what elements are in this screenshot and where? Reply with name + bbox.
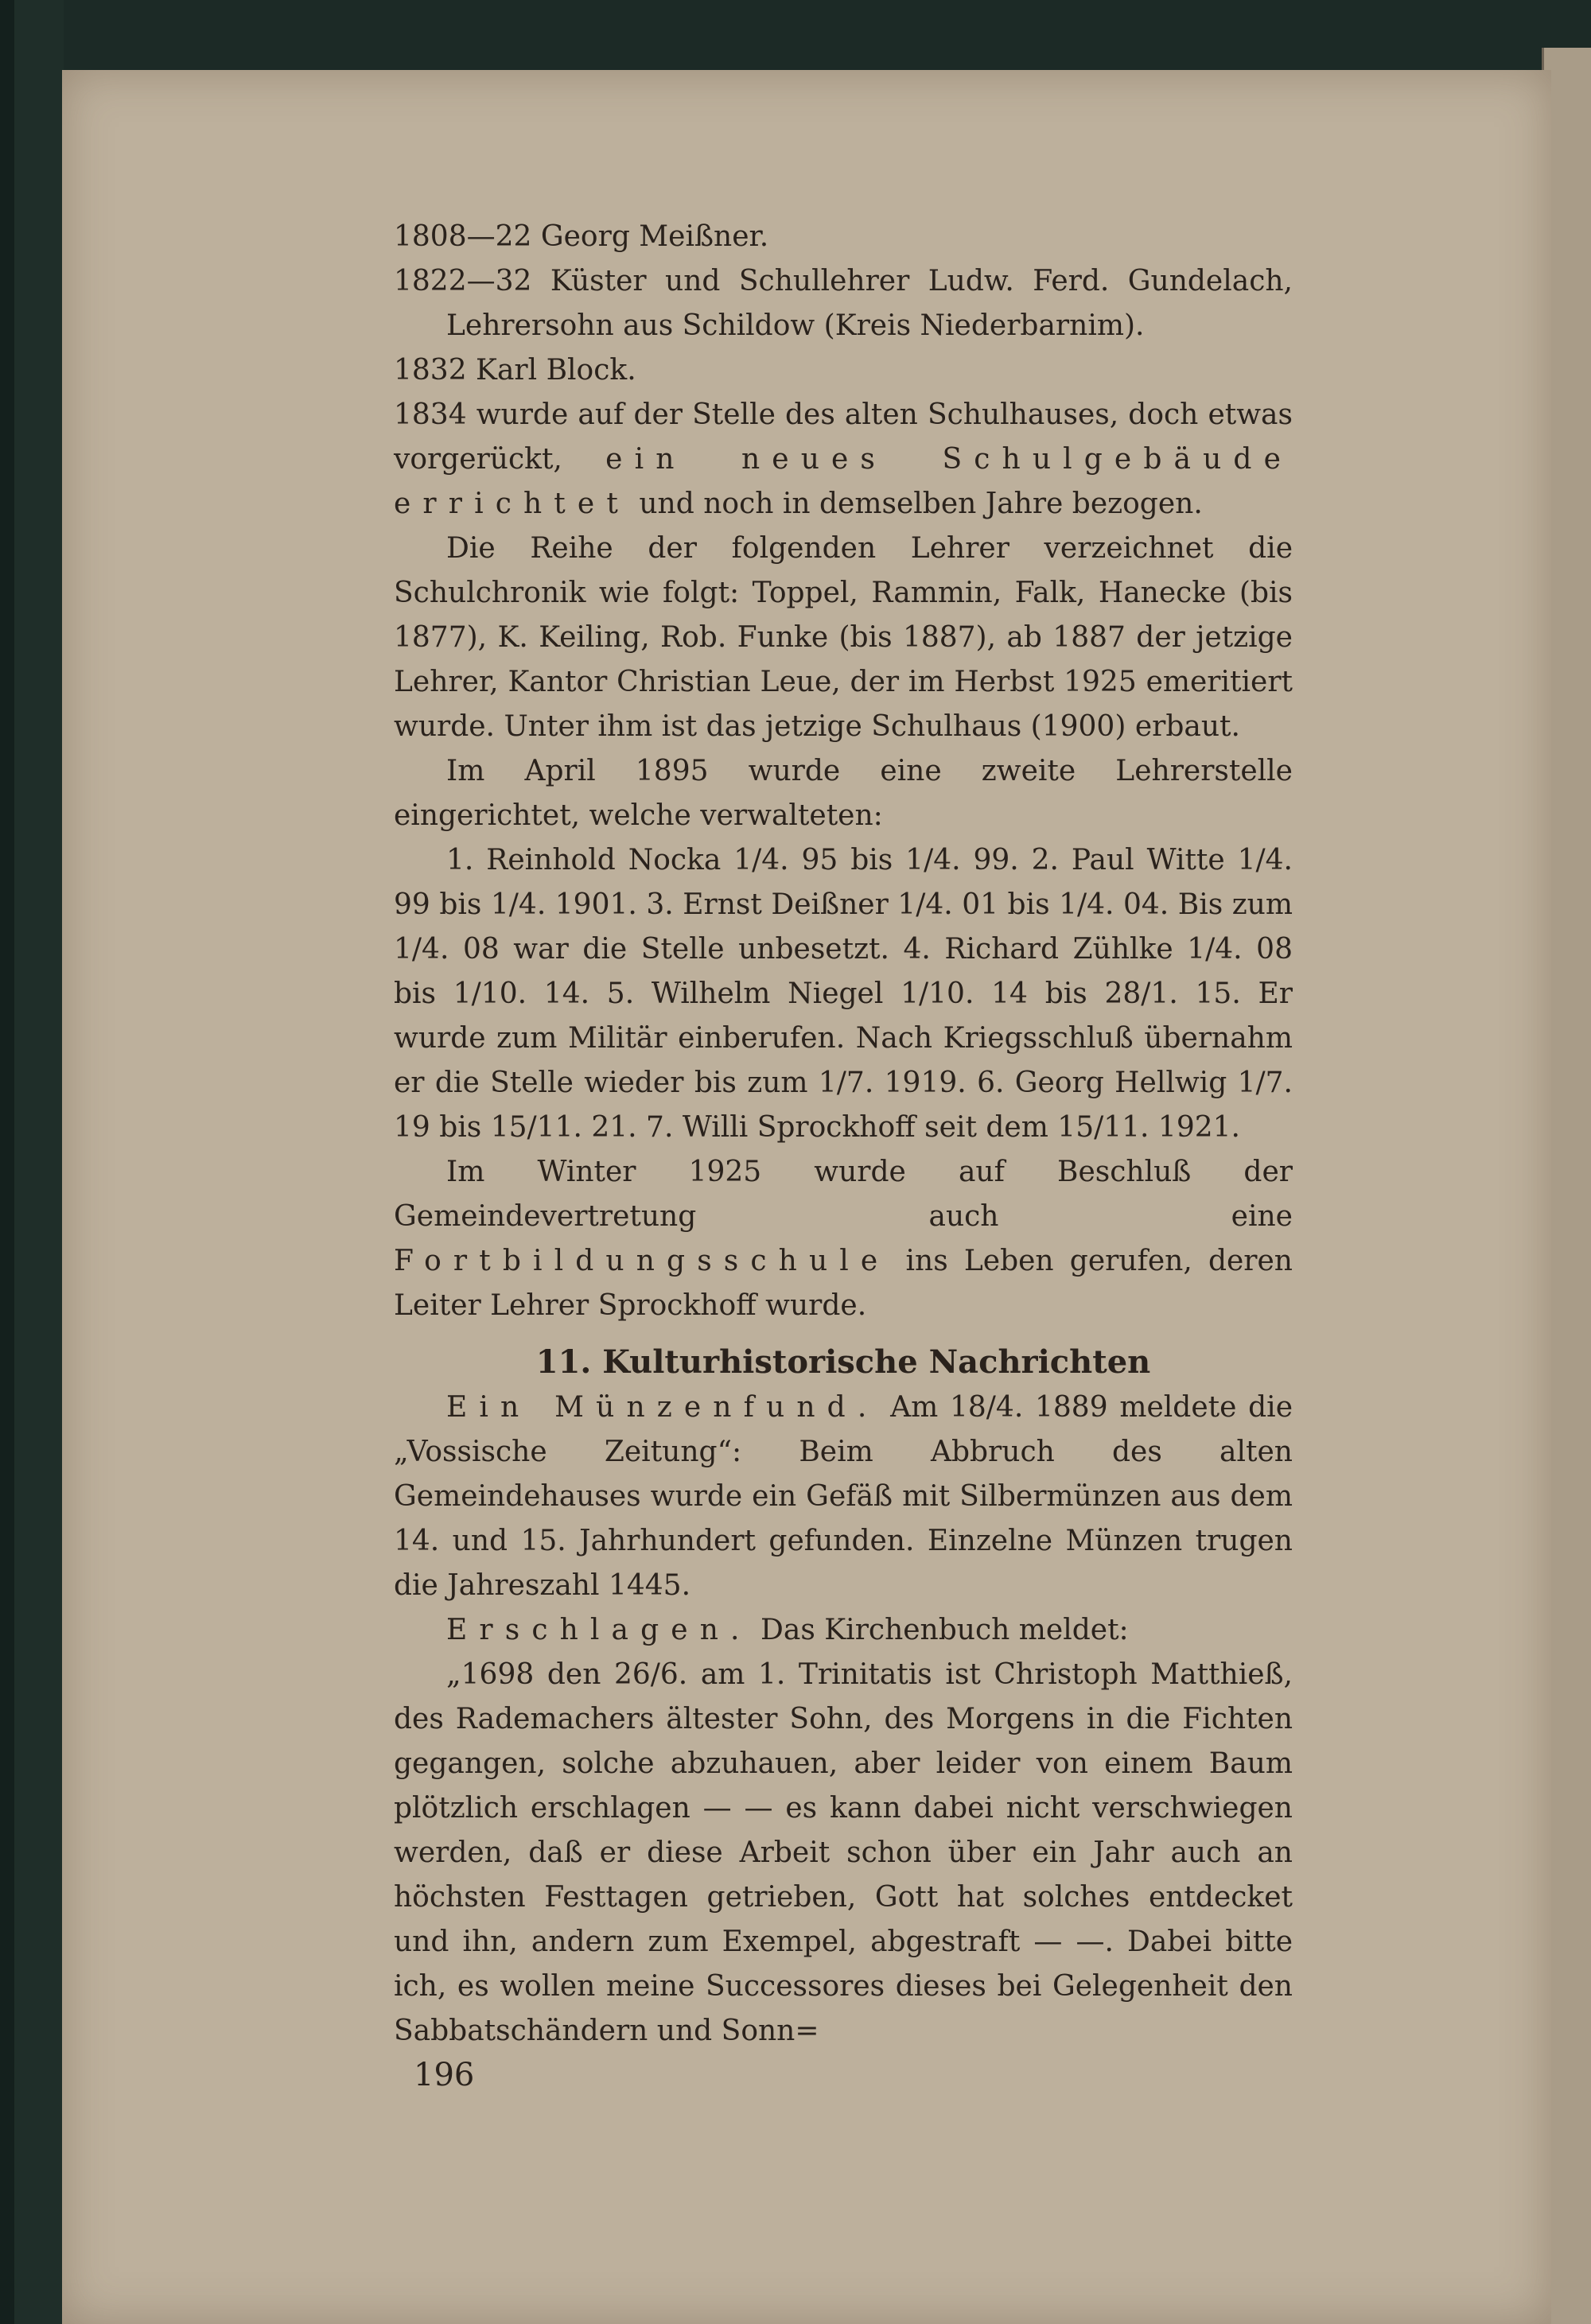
spaced-coin-find-title: Ein Münzenfund. <box>446 1391 879 1424</box>
paragraph-second-post: Im April 1895 wurde eine zweite Lehrerstelle eingerichtet, welche verwalteten: <box>394 755 1293 832</box>
paragraph-teacher-list: Die Reihe der folgenden Lehrer verzeichnet die Schulchronik wie folgt: Toppel, Rammin, Falk, Hanecke (bis 1877), K. Keiling, Rob. Funke (bis 1887), ab 1887 der jetzige Lehrer, Kantor Christian Leue, der im Herbst 1925 emeritiert wurde. Unter ihm ist das jetzige Schulhaus (1900) erbaut. <box>394 532 1293 743</box>
coin-find-text: Am 18/4. 1889 meldete die „Vossische Zeitung“: Beim Abbruch des alten Gemeindehauses wurde ein Gefäß mit Silbermünzen aus dem 14. und 15. Jahrhundert gefunden. Einzelne Münzen trugen die Jahreszahl 1445. <box>394 1391 1293 1602</box>
slain-text: Das Kirchenbuch meldet: <box>760 1614 1129 1646</box>
spaced-fortbildungsschule: Fortbildungsschule <box>394 1245 890 1277</box>
teacher-entry-1822: 1822—32 Küster und Schullehrer Ludw. Ferd. Gundelach, Lehrersohn aus Schildow (Kreis Niederbarnim). <box>394 265 1293 342</box>
paragraph-winter-1925 <box>394 1150 1293 1328</box>
section-heading: 11. Kulturhistorische Nachrichten <box>535 1343 1151 1381</box>
binding-edge <box>0 0 14 2324</box>
teacher-entry-1832: 1832 Karl Block. <box>394 354 636 387</box>
paragraph-quote-1698: „1698 den 26/6. am 1. Trinitatis ist Christoph Matthieß, des Rademachers ältester Sohn, des Morgens in die Fichten gegangen, solche abzuhauen, aber leider von einem Baum plötzlich erschlagen — — es kann dabei nicht verschwiegen werden, daß er diese Arbeit schon über ein Jahr auch an höchsten Festtagen getrieben, Gott hat solches entdecket und ihn, andern zum Exempel, abgestraft — —. Dabei bitte ich, es wollen meine Successores dieses bei Gelegenheit den Sabbatschändern und Sonn= <box>394 1658 1293 2047</box>
paragraph-1834 <box>394 393 1293 527</box>
page-number: 196 <box>414 2057 475 2093</box>
paragraph-slain <box>394 1608 1293 1653</box>
page-body <box>394 215 1293 2054</box>
paragraph-coin-find <box>394 1385 1293 1608</box>
paragraph-post-holders: 1. Reinhold Nocka 1/4. 95 bis 1/4. 99. 2. Paul Witte 1/4. 99 bis 1/4. 1901. 3. Ernst Deißner 1/4. 01 bis 1/4. 04. Bis zum 1/4. 08 war die Stelle unbesetzt. 4. Richard Zühlke 1/4. 08 bis 1/10. 14. 5. Wilhelm Niegel 1/10. 14 bis 28/1. 15. Er wurde zum Militär einberufen. Nach Kriegsschluß übernahm er die Stelle wieder bis zum 1/7. 1919. 6. Georg Hellwig 1/7. 19 bis 15/11. 21. 7. Willi Sprockhoff seit dem 15/11. 1921. <box>394 844 1293 1144</box>
paragraph-1834-end: und noch in demselben Jahre bezogen. <box>639 488 1203 520</box>
paragraph-winter-start: Im Winter 1925 wurde auf Beschluß der Gemeindevertretung auch eine <box>394 1156 1293 1233</box>
spaced-new-school-building: ein neues Schulgebäude errichtet <box>394 443 1293 520</box>
paragraph-winter-end: ins Leben gerufen, deren Leiter Lehrer Sprockhoff wurde. <box>394 1245 1293 1322</box>
paragraph-1834-start: 1834 wurde auf der Stelle des alten Schulhauses, doch etwas vorgerückt, <box>394 398 1293 476</box>
spaced-slain-title: Erschlagen. <box>446 1614 752 1646</box>
teacher-entry-1808: 1808—22 Georg Meißner. <box>394 220 769 253</box>
